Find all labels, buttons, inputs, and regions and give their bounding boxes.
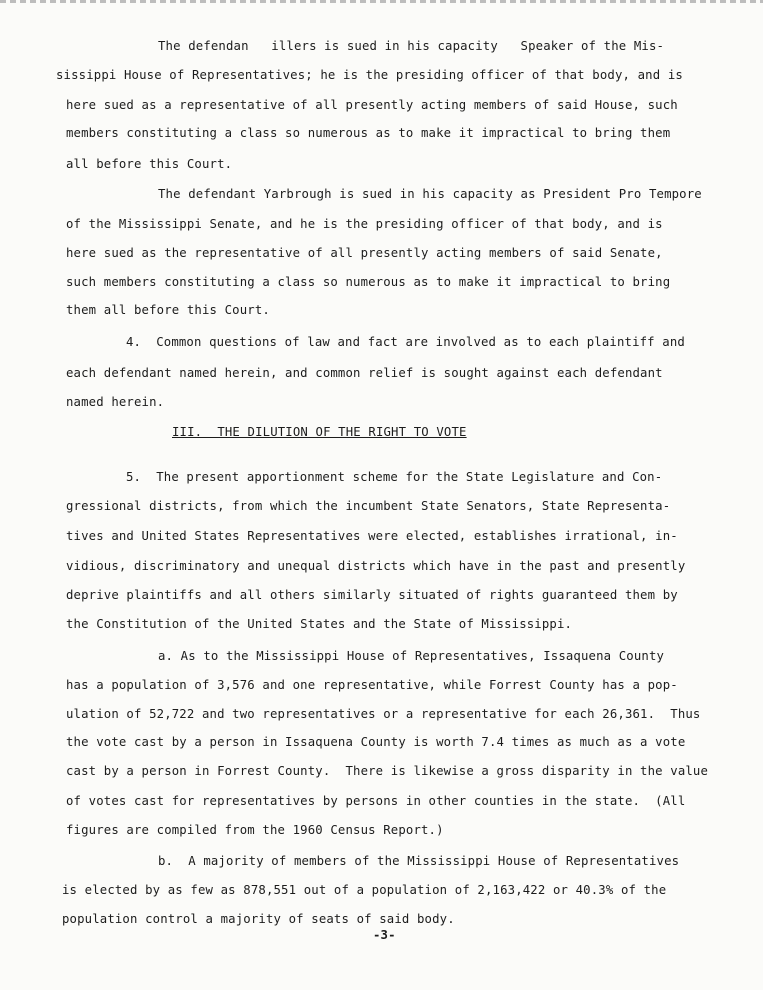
text-line: such members constituting a class so numerous as to make it impractical to bring (66, 275, 671, 289)
text-line: vidious, discriminatory and unequal districts which have in the past and presently (66, 559, 686, 573)
text-line: b. A majority of members of the Mississippi House of Representatives (158, 854, 680, 868)
text-line: 5. The present apportionment scheme for the State Legislature and Con- (126, 470, 663, 484)
page-number: -3- (373, 928, 396, 942)
text-line: The defendan illers is sued in his capacity Speaker of the Mis- (158, 39, 665, 53)
text-line: a. As to the Mississippi House of Representatives, Issaquena County (158, 649, 665, 663)
text-line: named herein. (66, 395, 165, 409)
text-line: of the Mississippi Senate, and he is the presiding officer of that body, and is (66, 217, 663, 231)
text-line: deprive plaintiffs and all others similarly situated of rights guaranteed them by (66, 588, 678, 602)
text-line: population control a majority of seats of said body. (62, 912, 455, 926)
text-line: cast by a person in Forrest County. There is likewise a gross disparity in the value (66, 764, 709, 778)
text-line: the vote cast by a person in Issaquena County is worth 7.4 times as much as a vote (66, 735, 686, 749)
text-line: is elected by as few as 878,551 out of a population of 2,163,422 or 40.3% of the (62, 883, 667, 897)
text-line: each defendant named herein, and common relief is sought against each defendant (66, 366, 663, 380)
text-line: 4. Common questions of law and fact are involved as to each plaintiff and (126, 335, 685, 349)
text-line: ulation of 52,722 and two representatives or a representative for each 26,361. Thus (66, 707, 701, 721)
scan-edge (0, 0, 763, 3)
text-line: them all before this Court. (66, 303, 270, 317)
text-line: tives and United States Representatives were elected, establishes irrational, in- (66, 529, 678, 543)
section-heading: III. THE DILUTION OF THE RIGHT TO VOTE (172, 425, 467, 439)
text-line: gressional districts, from which the incumbent State Senators, State Representa- (66, 499, 671, 513)
text-line: The defendant Yarbrough is sued in his capacity as President Pro Tempore (158, 187, 702, 201)
text-line: here sued as a representative of all presently acting members of said House, such (66, 98, 678, 112)
text-line: figures are compiled from the 1960 Census Report.) (66, 823, 444, 837)
text-line: all before this Court. (66, 157, 233, 171)
text-line: sissippi House of Representatives; he is the presiding officer of that body, and is (56, 68, 683, 82)
text-line: the Constitution of the United States and the State of Mississippi. (66, 617, 573, 631)
text-line: members constituting a class so numerous as to make it impractical to bring them (66, 126, 671, 140)
text-line: has a population of 3,576 and one representative, while Forrest County has a pop- (66, 678, 678, 692)
text-line: here sued as the representative of all presently acting members of said Senate, (66, 246, 663, 260)
text-line: of votes cast for representatives by persons in other counties in the state. (All (66, 794, 686, 808)
